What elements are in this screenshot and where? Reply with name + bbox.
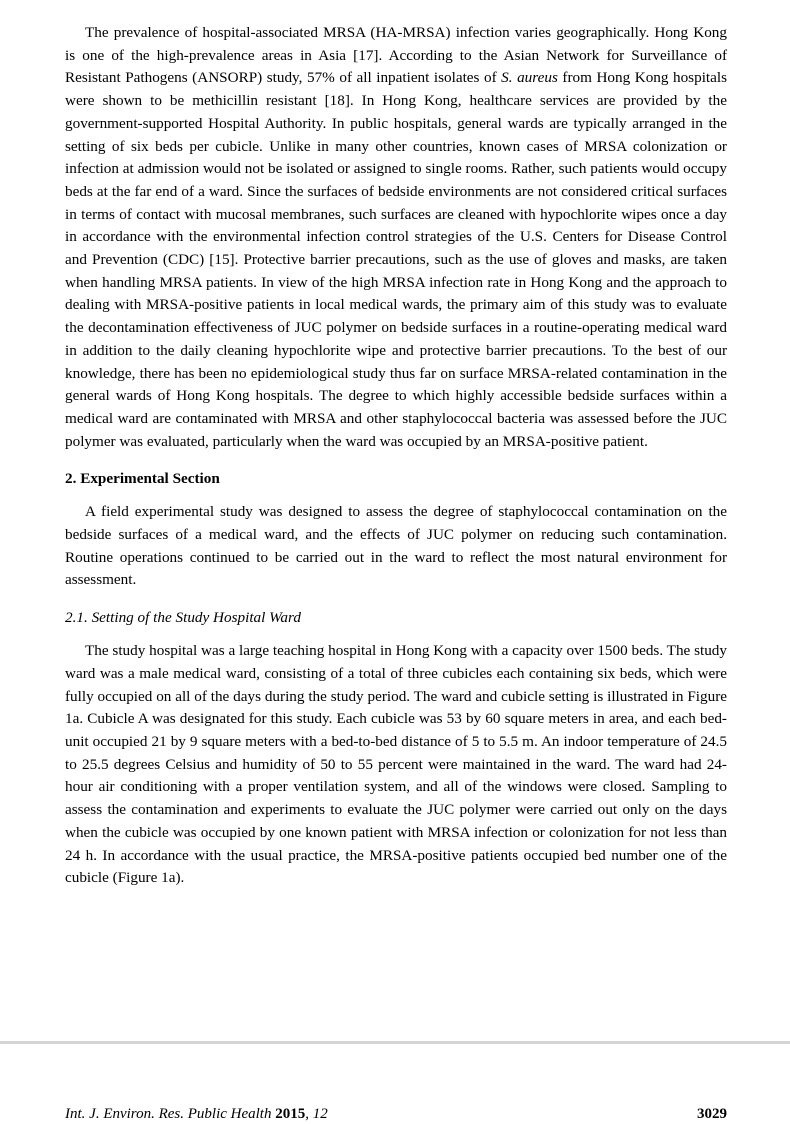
journal-year: 2015 (275, 1106, 306, 1122)
species-name: S. aureus (501, 69, 558, 87)
experimental-paragraph: A field experimental study was designed to assess the degree of staphylococcal contamination on the bedside surfaces of a medical ward, and the effects of JUC polymer on reducing such contamination. Routine operations continued to be carried out in the ward to reflect the most natural environment for assessment. (65, 503, 727, 589)
subsection-heading-setting: 2.1. Setting of the Study Hospital Ward (65, 609, 301, 627)
journal-name: Int. J. Environ. Res. Public Health (65, 1106, 272, 1122)
section-heading-experimental: 2. Experimental Section (65, 470, 220, 488)
setting-paragraph: The study hospital was a large teaching hospital in Hong Kong with a capacity over 1500 beds. The study ward was a male medical ward, consisting of a total of three cubicles each containing six beds, which were fully occupied on all of the days during the study period. The ward and cubicle setting is illustrated in Figure 1a. Cubicle A was designated for this study. Each cubicle was 53 by 60 square meters in area, and each bed-unit occupied 21 by 9 square meters with a bed-to-bed distance of 5 to 5.5 m. An indoor temperature of 24.5 to 25.5 degrees Celsius and humidity of 50 to 55 percent were maintained in the ward. The ward had 24-hour air conditioning with a proper ventilation system, and all of the windows were closed. Sampling to assess the contamination and experiments to evaluate the JUC polymer were carried out only on the days when the cubicle was occupied by one known patient with MRSA infection or colonization for not less than 24 h. In accordance with the usual practice, the MRSA-positive patients occupied bed number one of the cubicle (Figure 1a). (65, 642, 727, 887)
main-content (65, 22, 727, 890)
page-number: 3029 (697, 1106, 727, 1122)
intro-paragraph-part2: from Hong Kong hospitals were shown to be methicillin resistant [18]. In Hong Kong, healthcare services are provided by the government-supported Hospital Authority. In public hospitals, general wards are typically arranged in the setting of six beds per cubicle. Unlike in many other countries, known cases of MRSA colonization or infection at admission would not be isolated or assigned to single rooms. Rather, such patients would occupy beds at the far end of a ward. Since the surfaces of bedside environments are not considered critical surfaces in terms of contact with mucosal membranes, such surfaces are cleaned with hypochlorite wipes once a day in accordance with the environmental infection control strategies of the U.S. Centers for Disease Control and Prevention (CDC) [15]. Protective barrier precautions, such as the use of gloves and masks, are taken when handling MRSA patients. In view of the high MRSA infection rate in Hong Kong and the approach to dealing with MRSA-positive patients in local medical wards, the primary aim of this study was to evaluate the decontamination effectiveness of JUC polymer on bedside surfaces in a routine-operating medical ward in addition to the daily cleaning hypochlorite wipe and protective barrier precautions. To the best of our knowledge, there has been no epidemiological study thus far on surface MRSA-related contamination in the general wards of Hong Kong hospitals. The degree to which highly accessible bedside surfaces within a medical ward are contaminated with MRSA and other staphylococcal bacteria was assessed before the JUC polymer was evaluated, particularly when the ward was occupied by an MRSA-positive patient. (65, 69, 728, 450)
intro-paragraph (65, 22, 727, 453)
footer-divider (0, 1041, 790, 1044)
footer-separator: , (305, 1106, 313, 1122)
journal-volume: 12 (312, 1106, 328, 1122)
page-footer (65, 1104, 727, 1124)
intro-paragraph-part1: The prevalence of hospital-associated MRSA (HA-MRSA) infection varies geographically. Hong Kong is one of the high-prevalence areas in Asia [17]. According to the Asian Network for Surveillance of Resistant Pathogens (ANSORP) study, 57% of all inpatient isolates of (65, 24, 727, 87)
